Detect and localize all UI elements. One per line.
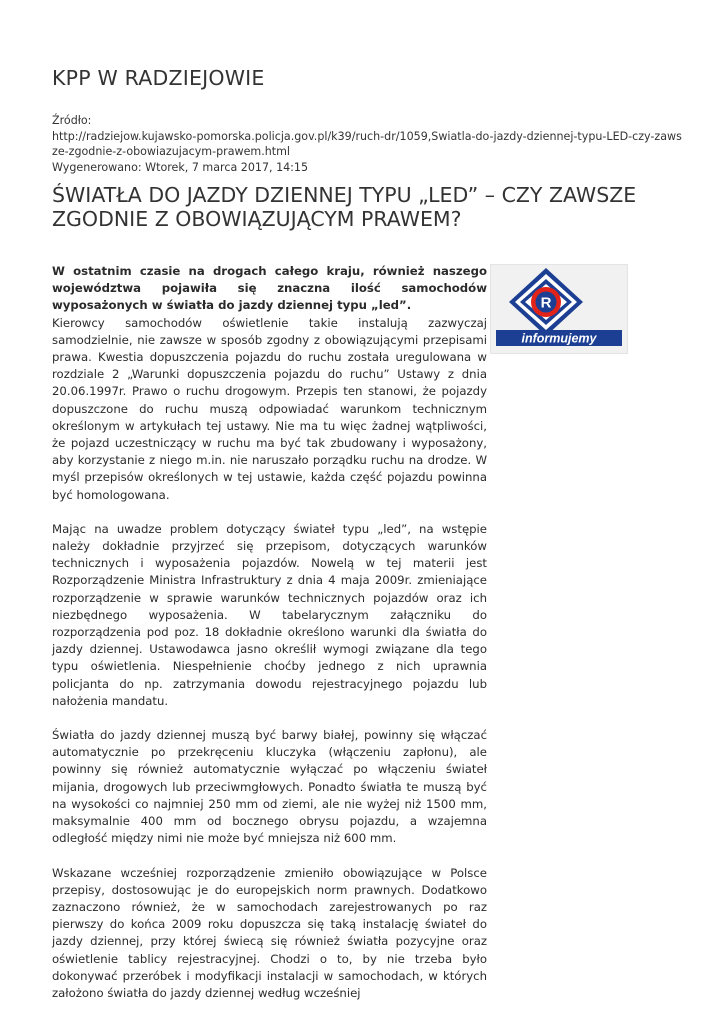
site-title: KPP W RADZIEJOWIE bbox=[52, 66, 265, 90]
generated-date: Wygenerowano: Wtorek, 7 marca 2017, 14:15 bbox=[52, 160, 309, 174]
source-url[interactable]: http://radziejow.kujawsko-pomorska.policja.gov.pl/k39/ruch-dr/1059,Swiatla-do-jazdy-dziennej-typu-LED-czy-zawsze-zgodnie-z-obowiazujacym-prawem.html bbox=[52, 129, 682, 158]
logo-caption: informujemy bbox=[521, 331, 597, 346]
logo-letter: R bbox=[540, 294, 552, 312]
article-paragraph-4: Wskazane wcześniej rozporządzenie zmieniło obowiązujące w Polsce przepisy, dostosowując je do europejskich norm prawnych. Dodatkowo zaznaczono również, że w samochodach zarejestrowanych po raz pierwszy do końca 2009 roku dopuszcza się taką instalację świateł do jazdy dziennej, przy której świecą się również światła pozycyjne oraz oświetlenie tablicy rejestracyjnej. Chodzi o to, by nie trzeba było dokonywać przeróbek i modyfikacji instalacji w samochodach, w których założono światła do jazdy dziennej według wcześniej bbox=[52, 865, 487, 1000]
police-informujemy-logo bbox=[490, 264, 628, 354]
informujemy-logo-icon bbox=[491, 265, 627, 353]
article-paragraph-2: Mając na uwadze problem dotyczący świateł typu „led”, na wstępie należy dokładnie przyjrzeć się przepisom, dotyczących warunków technicznych i wyposażenia pojazdów. Nowelą w tej materii jest Rozporządzenie Ministra Infrastruktury z dnia 4 maja 2009r. zmieniające rozporządzenie w sprawie warunków technicznych pojazdów oraz ich niezbędnego wyposażenia. W tabelarycznym załączniku do rozporządzenia pod poz. 18 dokładnie określono warunki dla światła do jazdy dziennej. Ustawodawca jasno określił wymogi związane dla tego typu oświetlenia. Niespełnienie choćby jednego z nich uprawnia policjanta do np. zatrzymania dowodu rejestracyjnego pojazdu lub nałożenia mandatu. bbox=[52, 521, 487, 708]
article-paragraph-1: Kierowcy samochodów oświetlenie takie instalują zazwyczaj samodzielnie, nie zawsze w sposób zgodny z obowiązującymi przepisami prawa. Kwestia dopuszczenia pojazdu do ruchu została uregulowana w rozdziale 2 „Warunki dopuszczenia pojazdu do ruchu” Ustawy z dnia 20.06.1997r. Prawo o ruchu drogowym. Przepis ten stanowi, że pojazdy dopuszczone do ruchu muszą odpowiadać warunkom technicznym określonym w artykułach tej ustawy. Nie ma tu więc żadnej wątpliwości, że pojazd uczestniczący w ruchu ma być tak zbudowany i wyposażony, aby korzystanie z niego m.in. nie naruszało porządku ruchu na drodze. W myśl przepisów określonych w tej ustawie, każda część pojazdu powinna być homologowana. bbox=[52, 315, 487, 502]
article-title: ŚWIATŁA DO JAZDY DZIENNEJ TYPU „LED” – CZY ZAWSZE ZGODNIE Z OBOWIĄZUJĄCYM PRAWEM? bbox=[52, 183, 637, 231]
source-meta bbox=[52, 113, 682, 175]
article-lead: W ostatnim czasie na drogach całego kraju, również naszego województwa pojawiła się znaczna ilość samochodów wyposażonych w światła do jazdy dziennej typu „led”. bbox=[52, 264, 487, 313]
source-label: Źródło: bbox=[52, 114, 92, 127]
article-body bbox=[52, 263, 487, 1002]
article-paragraph-3: Światła do jazdy dziennej muszą być barwy białej, powinny się włączać automatycznie po przekręceniu kluczyka (włączeniu zapłonu), ale powinny się również automatycznie wyłączać po włączeniu świateł mijania, drogowych lub przeciwmgłowych. Ponadto światła te muszą być na wysokości co najmniej 250 mm od ziemi, ale nie wyżej niż 1500 mm, maksymalnie 400 mm od bocznego obrysu pojazdu, a wzajemna odległość między nimi nie może być mniejsza niż 600 mm. bbox=[52, 728, 487, 846]
